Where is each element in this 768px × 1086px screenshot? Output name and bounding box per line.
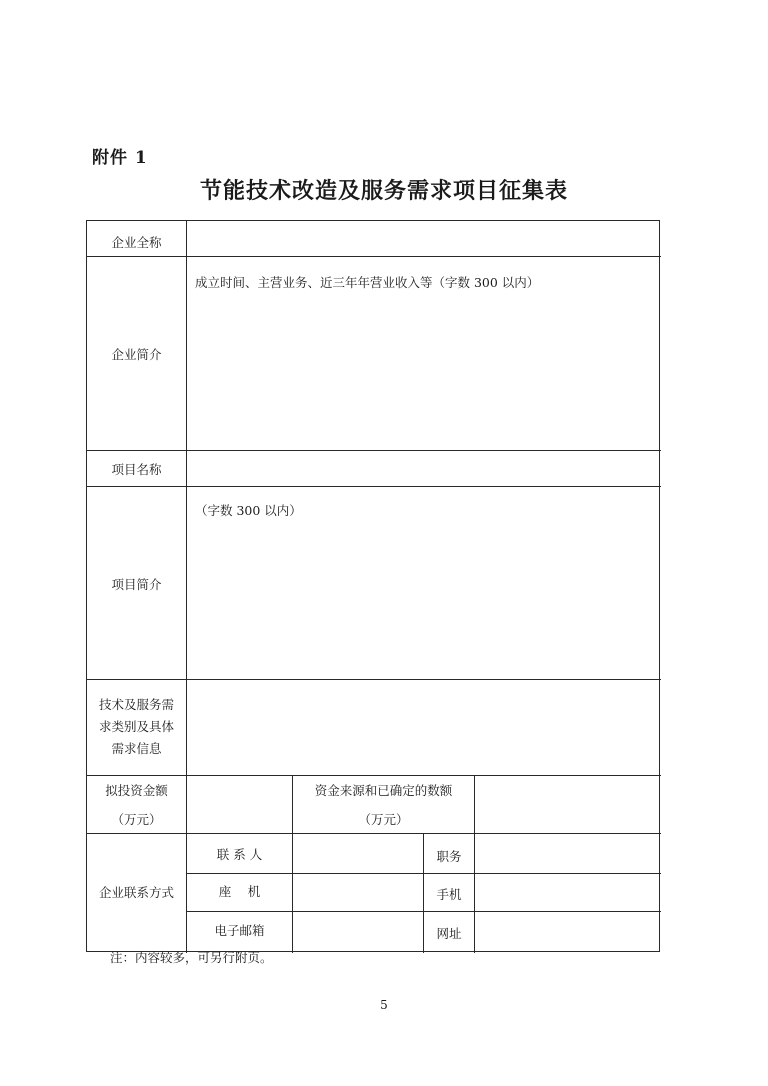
position-field[interactable] xyxy=(475,834,661,873)
contact-person-field[interactable] xyxy=(293,834,423,873)
mobile-label: 手机 xyxy=(436,887,462,902)
investment-unit: （万元） xyxy=(111,812,162,827)
company-intro-label: 企业简介 xyxy=(111,347,162,362)
project-name-label: 项目名称 xyxy=(111,462,162,477)
fund-source-unit: （万元） xyxy=(358,812,409,827)
contact-section-label: 企业联系方式 xyxy=(98,885,174,900)
investment-label: 拟投资金额 xyxy=(105,783,168,798)
email-field[interactable] xyxy=(293,912,423,953)
contact-person-label: 联 系 人 xyxy=(216,847,263,862)
project-intro-hint: （字数 300 以内） xyxy=(195,503,302,518)
company-name-field[interactable] xyxy=(187,221,661,256)
company-intro-field[interactable] xyxy=(187,257,661,450)
position-label: 职务 xyxy=(436,849,462,864)
page-number: 5 xyxy=(380,998,388,1012)
landline-label: 座 机 xyxy=(218,884,261,899)
company-name-label: 企业全称 xyxy=(111,235,162,250)
mobile-field[interactable] xyxy=(475,874,661,911)
fund-source-label: 资金来源和已确定的数额 xyxy=(314,783,453,798)
email-label: 电子邮箱 xyxy=(214,923,265,938)
tech-needs-label-line-3: 需求信息 xyxy=(111,741,162,756)
company-intro-hint: 成立时间、主营业务、近三年年营业收入等（字数 300 以内） xyxy=(195,275,540,290)
project-form-table xyxy=(86,220,660,952)
website-field[interactable] xyxy=(475,912,661,953)
project-intro-field[interactable] xyxy=(187,487,661,679)
document-title: 节能技术改造及服务需求项目征集表 xyxy=(199,178,568,204)
footnote: 注：内容较多，可另行附页。 xyxy=(110,950,273,965)
investment-amount-field[interactable] xyxy=(187,776,292,833)
project-intro-label: 项目简介 xyxy=(111,577,162,592)
landline-field[interactable] xyxy=(293,874,423,911)
attachment-label: 附件 1 xyxy=(92,148,148,168)
project-name-field[interactable] xyxy=(187,451,661,486)
tech-needs-field[interactable] xyxy=(187,680,661,775)
tech-needs-label-line-2: 求类别及具体 xyxy=(98,719,174,734)
fund-source-field[interactable] xyxy=(475,776,661,833)
website-label: 网址 xyxy=(436,926,462,941)
tech-needs-label-line-1: 技术及服务需 xyxy=(98,697,174,712)
